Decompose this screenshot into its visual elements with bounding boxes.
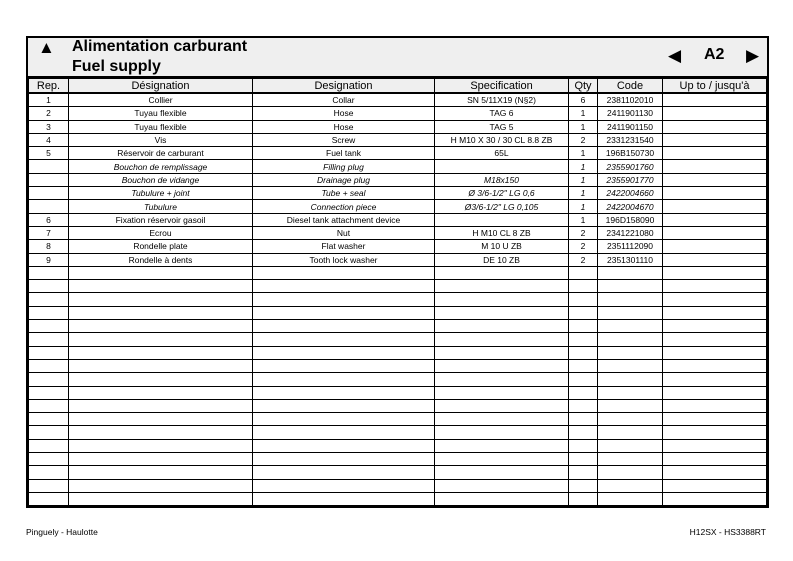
empty-row bbox=[29, 413, 767, 426]
empty-cell bbox=[435, 293, 569, 306]
empty-cell bbox=[569, 453, 598, 466]
empty-cell bbox=[569, 293, 598, 306]
empty-cell bbox=[29, 293, 69, 306]
cell-up-to bbox=[663, 200, 767, 213]
empty-cell bbox=[435, 359, 569, 372]
empty-cell bbox=[69, 346, 253, 359]
triangle-right-icon[interactable]: ▶ bbox=[746, 46, 760, 65]
empty-cell bbox=[69, 492, 253, 505]
column-header-up-to: Up to / jusqu'à bbox=[663, 79, 767, 94]
table-row bbox=[29, 160, 767, 173]
cell-specification: TAG 5 bbox=[435, 120, 569, 133]
empty-cell bbox=[663, 320, 767, 333]
empty-cell bbox=[253, 453, 435, 466]
empty-cell bbox=[435, 280, 569, 293]
table-row bbox=[29, 133, 767, 146]
empty-cell bbox=[29, 439, 69, 452]
empty-cell bbox=[69, 426, 253, 439]
empty-cell bbox=[569, 333, 598, 346]
cell-code: 2422004670 bbox=[598, 200, 663, 213]
empty-cell bbox=[253, 333, 435, 346]
cell-qty: 2 bbox=[569, 253, 598, 266]
empty-cell bbox=[598, 492, 663, 505]
cell-specification: Ø 3/6-1/2" LG 0,6 bbox=[435, 187, 569, 200]
empty-cell bbox=[663, 426, 767, 439]
empty-cell bbox=[29, 320, 69, 333]
empty-cell bbox=[598, 266, 663, 279]
cell-designation-en: Screw bbox=[253, 133, 435, 146]
empty-cell bbox=[569, 280, 598, 293]
empty-cell bbox=[69, 386, 253, 399]
cell-designation-fr: Tuyau flexible bbox=[69, 107, 253, 120]
cell-designation-fr: Tubulure + joint bbox=[69, 187, 253, 200]
cell-designation-en: Nut bbox=[253, 226, 435, 239]
table-row bbox=[29, 240, 767, 253]
cell-qty: 1 bbox=[569, 173, 598, 186]
empty-cell bbox=[569, 413, 598, 426]
empty-cell bbox=[253, 439, 435, 452]
empty-row bbox=[29, 466, 767, 479]
cell-specification: DE 10 ZB bbox=[435, 253, 569, 266]
empty-cell bbox=[435, 373, 569, 386]
cell-qty: 1 bbox=[569, 160, 598, 173]
cell-designation-fr: Tuyau flexible bbox=[69, 120, 253, 133]
empty-cell bbox=[435, 306, 569, 319]
cell-specification bbox=[435, 213, 569, 226]
empty-cell bbox=[435, 333, 569, 346]
empty-cell bbox=[253, 346, 435, 359]
column-header-designation-fr: Désignation bbox=[69, 79, 253, 94]
empty-cell bbox=[663, 413, 767, 426]
empty-cell bbox=[663, 346, 767, 359]
cell-designation-en: Collar bbox=[253, 93, 435, 107]
cell-designation-en: Diesel tank attachment device bbox=[253, 213, 435, 226]
empty-cell bbox=[29, 426, 69, 439]
cell-up-to bbox=[663, 226, 767, 239]
cell-code: 196D158090 bbox=[598, 213, 663, 226]
cell-rep: 1 bbox=[29, 93, 69, 107]
cell-designation-en: Hose bbox=[253, 120, 435, 133]
empty-cell bbox=[435, 386, 569, 399]
empty-cell bbox=[253, 266, 435, 279]
cell-qty: 6 bbox=[569, 93, 598, 107]
empty-cell bbox=[435, 453, 569, 466]
empty-cell bbox=[69, 293, 253, 306]
empty-row bbox=[29, 479, 767, 492]
cell-rep: 4 bbox=[29, 133, 69, 146]
empty-row bbox=[29, 346, 767, 359]
empty-cell bbox=[435, 413, 569, 426]
empty-cell bbox=[569, 320, 598, 333]
empty-cell bbox=[253, 280, 435, 293]
empty-cell bbox=[69, 413, 253, 426]
table-row bbox=[29, 120, 767, 133]
empty-row bbox=[29, 280, 767, 293]
cell-designation-fr: Réservoir de carburant bbox=[69, 147, 253, 160]
empty-cell bbox=[663, 492, 767, 505]
cell-specification: Ø3/6-1/2" LG 0,105 bbox=[435, 200, 569, 213]
cell-qty: 2 bbox=[569, 240, 598, 253]
cell-specification: 65L bbox=[435, 147, 569, 160]
cell-up-to bbox=[663, 160, 767, 173]
cell-rep: 3 bbox=[29, 120, 69, 133]
empty-cell bbox=[29, 373, 69, 386]
column-header-qty: Qty bbox=[569, 79, 598, 94]
cell-qty: 1 bbox=[569, 107, 598, 120]
empty-cell bbox=[598, 453, 663, 466]
empty-row bbox=[29, 333, 767, 346]
column-header-code: Code bbox=[598, 79, 663, 94]
cell-designation-en: Tube + seal bbox=[253, 187, 435, 200]
cell-designation-fr: Tubulure bbox=[69, 200, 253, 213]
cell-up-to bbox=[663, 187, 767, 200]
empty-cell bbox=[29, 306, 69, 319]
empty-cell bbox=[69, 439, 253, 452]
cell-rep: 2 bbox=[29, 107, 69, 120]
empty-cell bbox=[663, 453, 767, 466]
cell-specification: H M10 X 30 / 30 CL 8.8 ZB bbox=[435, 133, 569, 146]
empty-cell bbox=[569, 466, 598, 479]
empty-cell bbox=[69, 280, 253, 293]
empty-cell bbox=[69, 453, 253, 466]
empty-cell bbox=[663, 266, 767, 279]
cell-specification: M18x150 bbox=[435, 173, 569, 186]
cell-rep: 8 bbox=[29, 240, 69, 253]
cell-code: 2355901760 bbox=[598, 160, 663, 173]
cell-designation-fr: Rondelle à dents bbox=[69, 253, 253, 266]
triangle-up-icon[interactable]: ▲ bbox=[38, 38, 55, 57]
cell-code: 2341221080 bbox=[598, 226, 663, 239]
empty-cell bbox=[29, 413, 69, 426]
cell-designation-fr: Ecrou bbox=[69, 226, 253, 239]
empty-cell bbox=[29, 280, 69, 293]
cell-designation-en: Fuel tank bbox=[253, 147, 435, 160]
cell-code: 2355901770 bbox=[598, 173, 663, 186]
cell-specification: M 10 U ZB bbox=[435, 240, 569, 253]
cell-qty: 1 bbox=[569, 200, 598, 213]
cell-qty: 1 bbox=[569, 147, 598, 160]
empty-cell bbox=[253, 492, 435, 505]
empty-cell bbox=[569, 479, 598, 492]
empty-cell bbox=[435, 439, 569, 452]
empty-cell bbox=[598, 346, 663, 359]
empty-cell bbox=[598, 479, 663, 492]
empty-row bbox=[29, 293, 767, 306]
cell-specification: SN 5/11X19 (N§2) bbox=[435, 93, 569, 107]
cell-up-to bbox=[663, 213, 767, 226]
triangle-left-icon[interactable]: ◀ bbox=[668, 46, 682, 65]
empty-cell bbox=[253, 306, 435, 319]
table-row bbox=[29, 253, 767, 266]
empty-cell bbox=[29, 479, 69, 492]
empty-cell bbox=[598, 293, 663, 306]
empty-cell bbox=[435, 399, 569, 412]
cell-rep bbox=[29, 187, 69, 200]
cell-specification bbox=[435, 160, 569, 173]
empty-cell bbox=[598, 320, 663, 333]
cell-designation-en: Connection piece bbox=[253, 200, 435, 213]
empty-cell bbox=[598, 426, 663, 439]
cell-qty: 1 bbox=[569, 213, 598, 226]
empty-cell bbox=[663, 280, 767, 293]
empty-cell bbox=[29, 466, 69, 479]
empty-cell bbox=[253, 466, 435, 479]
cell-designation-en: Hose bbox=[253, 107, 435, 120]
empty-cell bbox=[435, 266, 569, 279]
table-row bbox=[29, 200, 767, 213]
cell-rep bbox=[29, 200, 69, 213]
cell-qty: 2 bbox=[569, 133, 598, 146]
cell-qty: 1 bbox=[569, 187, 598, 200]
cell-designation-fr: Bouchon de remplissage bbox=[69, 160, 253, 173]
table-row bbox=[29, 173, 767, 186]
empty-cell bbox=[253, 386, 435, 399]
empty-cell bbox=[29, 333, 69, 346]
empty-cell bbox=[29, 359, 69, 372]
empty-cell bbox=[663, 373, 767, 386]
footer-right: H12SX - HS3388RT bbox=[689, 527, 766, 537]
footer-left: Pinguely - Haulotte bbox=[26, 527, 98, 537]
empty-cell bbox=[435, 479, 569, 492]
cell-rep: 5 bbox=[29, 147, 69, 160]
empty-cell bbox=[598, 333, 663, 346]
empty-cell bbox=[598, 386, 663, 399]
empty-cell bbox=[569, 386, 598, 399]
empty-row bbox=[29, 306, 767, 319]
cell-designation-fr: Rondelle plate bbox=[69, 240, 253, 253]
cell-designation-en: Flat washer bbox=[253, 240, 435, 253]
empty-cell bbox=[69, 373, 253, 386]
empty-row bbox=[29, 439, 767, 452]
empty-cell bbox=[569, 266, 598, 279]
empty-cell bbox=[569, 373, 598, 386]
empty-cell bbox=[69, 320, 253, 333]
column-header-rep: Rep. bbox=[29, 79, 69, 94]
empty-cell bbox=[253, 373, 435, 386]
cell-rep bbox=[29, 160, 69, 173]
empty-cell bbox=[569, 359, 598, 372]
cell-designation-en: Tooth lock washer bbox=[253, 253, 435, 266]
cell-rep: 7 bbox=[29, 226, 69, 239]
empty-cell bbox=[253, 426, 435, 439]
empty-cell bbox=[598, 359, 663, 372]
empty-cell bbox=[598, 306, 663, 319]
empty-row bbox=[29, 492, 767, 505]
empty-cell bbox=[435, 492, 569, 505]
empty-cell bbox=[663, 479, 767, 492]
cell-up-to bbox=[663, 120, 767, 133]
empty-cell bbox=[598, 280, 663, 293]
empty-cell bbox=[29, 386, 69, 399]
table-row bbox=[29, 147, 767, 160]
cell-code: 2422004660 bbox=[598, 187, 663, 200]
empty-row bbox=[29, 386, 767, 399]
cell-specification: TAG 6 bbox=[435, 107, 569, 120]
cell-code: 196B150730 bbox=[598, 147, 663, 160]
empty-cell bbox=[569, 399, 598, 412]
empty-cell bbox=[435, 466, 569, 479]
empty-cell bbox=[69, 479, 253, 492]
empty-cell bbox=[253, 293, 435, 306]
cell-up-to bbox=[663, 240, 767, 253]
empty-cell bbox=[29, 399, 69, 412]
empty-cell bbox=[663, 399, 767, 412]
cell-up-to bbox=[663, 173, 767, 186]
empty-cell bbox=[435, 320, 569, 333]
sheet-header bbox=[28, 38, 767, 78]
cell-code: 2411901130 bbox=[598, 107, 663, 120]
empty-cell bbox=[598, 399, 663, 412]
table-row bbox=[29, 213, 767, 226]
title-fr: Alimentation carburant bbox=[72, 38, 248, 55]
empty-cell bbox=[663, 386, 767, 399]
empty-cell bbox=[569, 426, 598, 439]
empty-cell bbox=[663, 306, 767, 319]
page-label: A2 bbox=[704, 46, 725, 63]
cell-code: 2351112090 bbox=[598, 240, 663, 253]
cell-designation-fr: Vis bbox=[69, 133, 253, 146]
cell-rep bbox=[29, 173, 69, 186]
cell-designation-fr: Collier bbox=[69, 93, 253, 107]
parts-sheet bbox=[26, 36, 769, 508]
cell-code: 2351301110 bbox=[598, 253, 663, 266]
cell-designation-en: Filling plug bbox=[253, 160, 435, 173]
empty-cell bbox=[253, 479, 435, 492]
empty-cell bbox=[663, 293, 767, 306]
empty-cell bbox=[253, 399, 435, 412]
empty-cell bbox=[435, 426, 569, 439]
empty-cell bbox=[663, 466, 767, 479]
empty-row bbox=[29, 266, 767, 279]
cell-up-to bbox=[663, 147, 767, 160]
empty-cell bbox=[598, 373, 663, 386]
empty-cell bbox=[569, 306, 598, 319]
cell-designation-fr: Fixation réservoir gasoil bbox=[69, 213, 253, 226]
title-en: Fuel supply bbox=[72, 58, 161, 75]
empty-cell bbox=[569, 439, 598, 452]
parts-table bbox=[28, 78, 767, 506]
cell-designation-fr: Bouchon de vidange bbox=[69, 173, 253, 186]
empty-cell bbox=[598, 466, 663, 479]
empty-cell bbox=[569, 346, 598, 359]
empty-cell bbox=[598, 439, 663, 452]
cell-up-to bbox=[663, 133, 767, 146]
empty-cell bbox=[29, 346, 69, 359]
empty-row bbox=[29, 399, 767, 412]
empty-row bbox=[29, 373, 767, 386]
empty-cell bbox=[435, 346, 569, 359]
empty-cell bbox=[598, 413, 663, 426]
empty-row bbox=[29, 320, 767, 333]
table-row bbox=[29, 107, 767, 120]
empty-cell bbox=[29, 453, 69, 466]
cell-qty: 1 bbox=[569, 120, 598, 133]
column-header-specification: Specification bbox=[435, 79, 569, 94]
empty-cell bbox=[253, 413, 435, 426]
cell-code: 2381102010 bbox=[598, 93, 663, 107]
cell-rep: 6 bbox=[29, 213, 69, 226]
empty-cell bbox=[69, 399, 253, 412]
table-row bbox=[29, 187, 767, 200]
empty-cell bbox=[69, 333, 253, 346]
empty-cell bbox=[253, 359, 435, 372]
empty-cell bbox=[29, 266, 69, 279]
cell-qty: 2 bbox=[569, 226, 598, 239]
empty-cell bbox=[253, 320, 435, 333]
table-row bbox=[29, 93, 767, 107]
empty-row bbox=[29, 426, 767, 439]
table-row bbox=[29, 226, 767, 239]
cell-code: 2331231540 bbox=[598, 133, 663, 146]
empty-cell bbox=[663, 439, 767, 452]
empty-row bbox=[29, 453, 767, 466]
empty-cell bbox=[663, 359, 767, 372]
empty-cell bbox=[69, 359, 253, 372]
empty-cell bbox=[569, 492, 598, 505]
empty-cell bbox=[29, 492, 69, 505]
cell-up-to bbox=[663, 107, 767, 120]
cell-up-to bbox=[663, 93, 767, 107]
cell-designation-en: Drainage plug bbox=[253, 173, 435, 186]
cell-up-to bbox=[663, 253, 767, 266]
empty-row bbox=[29, 359, 767, 372]
empty-cell bbox=[663, 333, 767, 346]
column-header-designation-en: Designation bbox=[253, 79, 435, 94]
cell-specification: H M10 CL 8 ZB bbox=[435, 226, 569, 239]
empty-cell bbox=[69, 306, 253, 319]
empty-cell bbox=[69, 266, 253, 279]
cell-code: 2411901150 bbox=[598, 120, 663, 133]
cell-rep: 9 bbox=[29, 253, 69, 266]
empty-cell bbox=[69, 466, 253, 479]
